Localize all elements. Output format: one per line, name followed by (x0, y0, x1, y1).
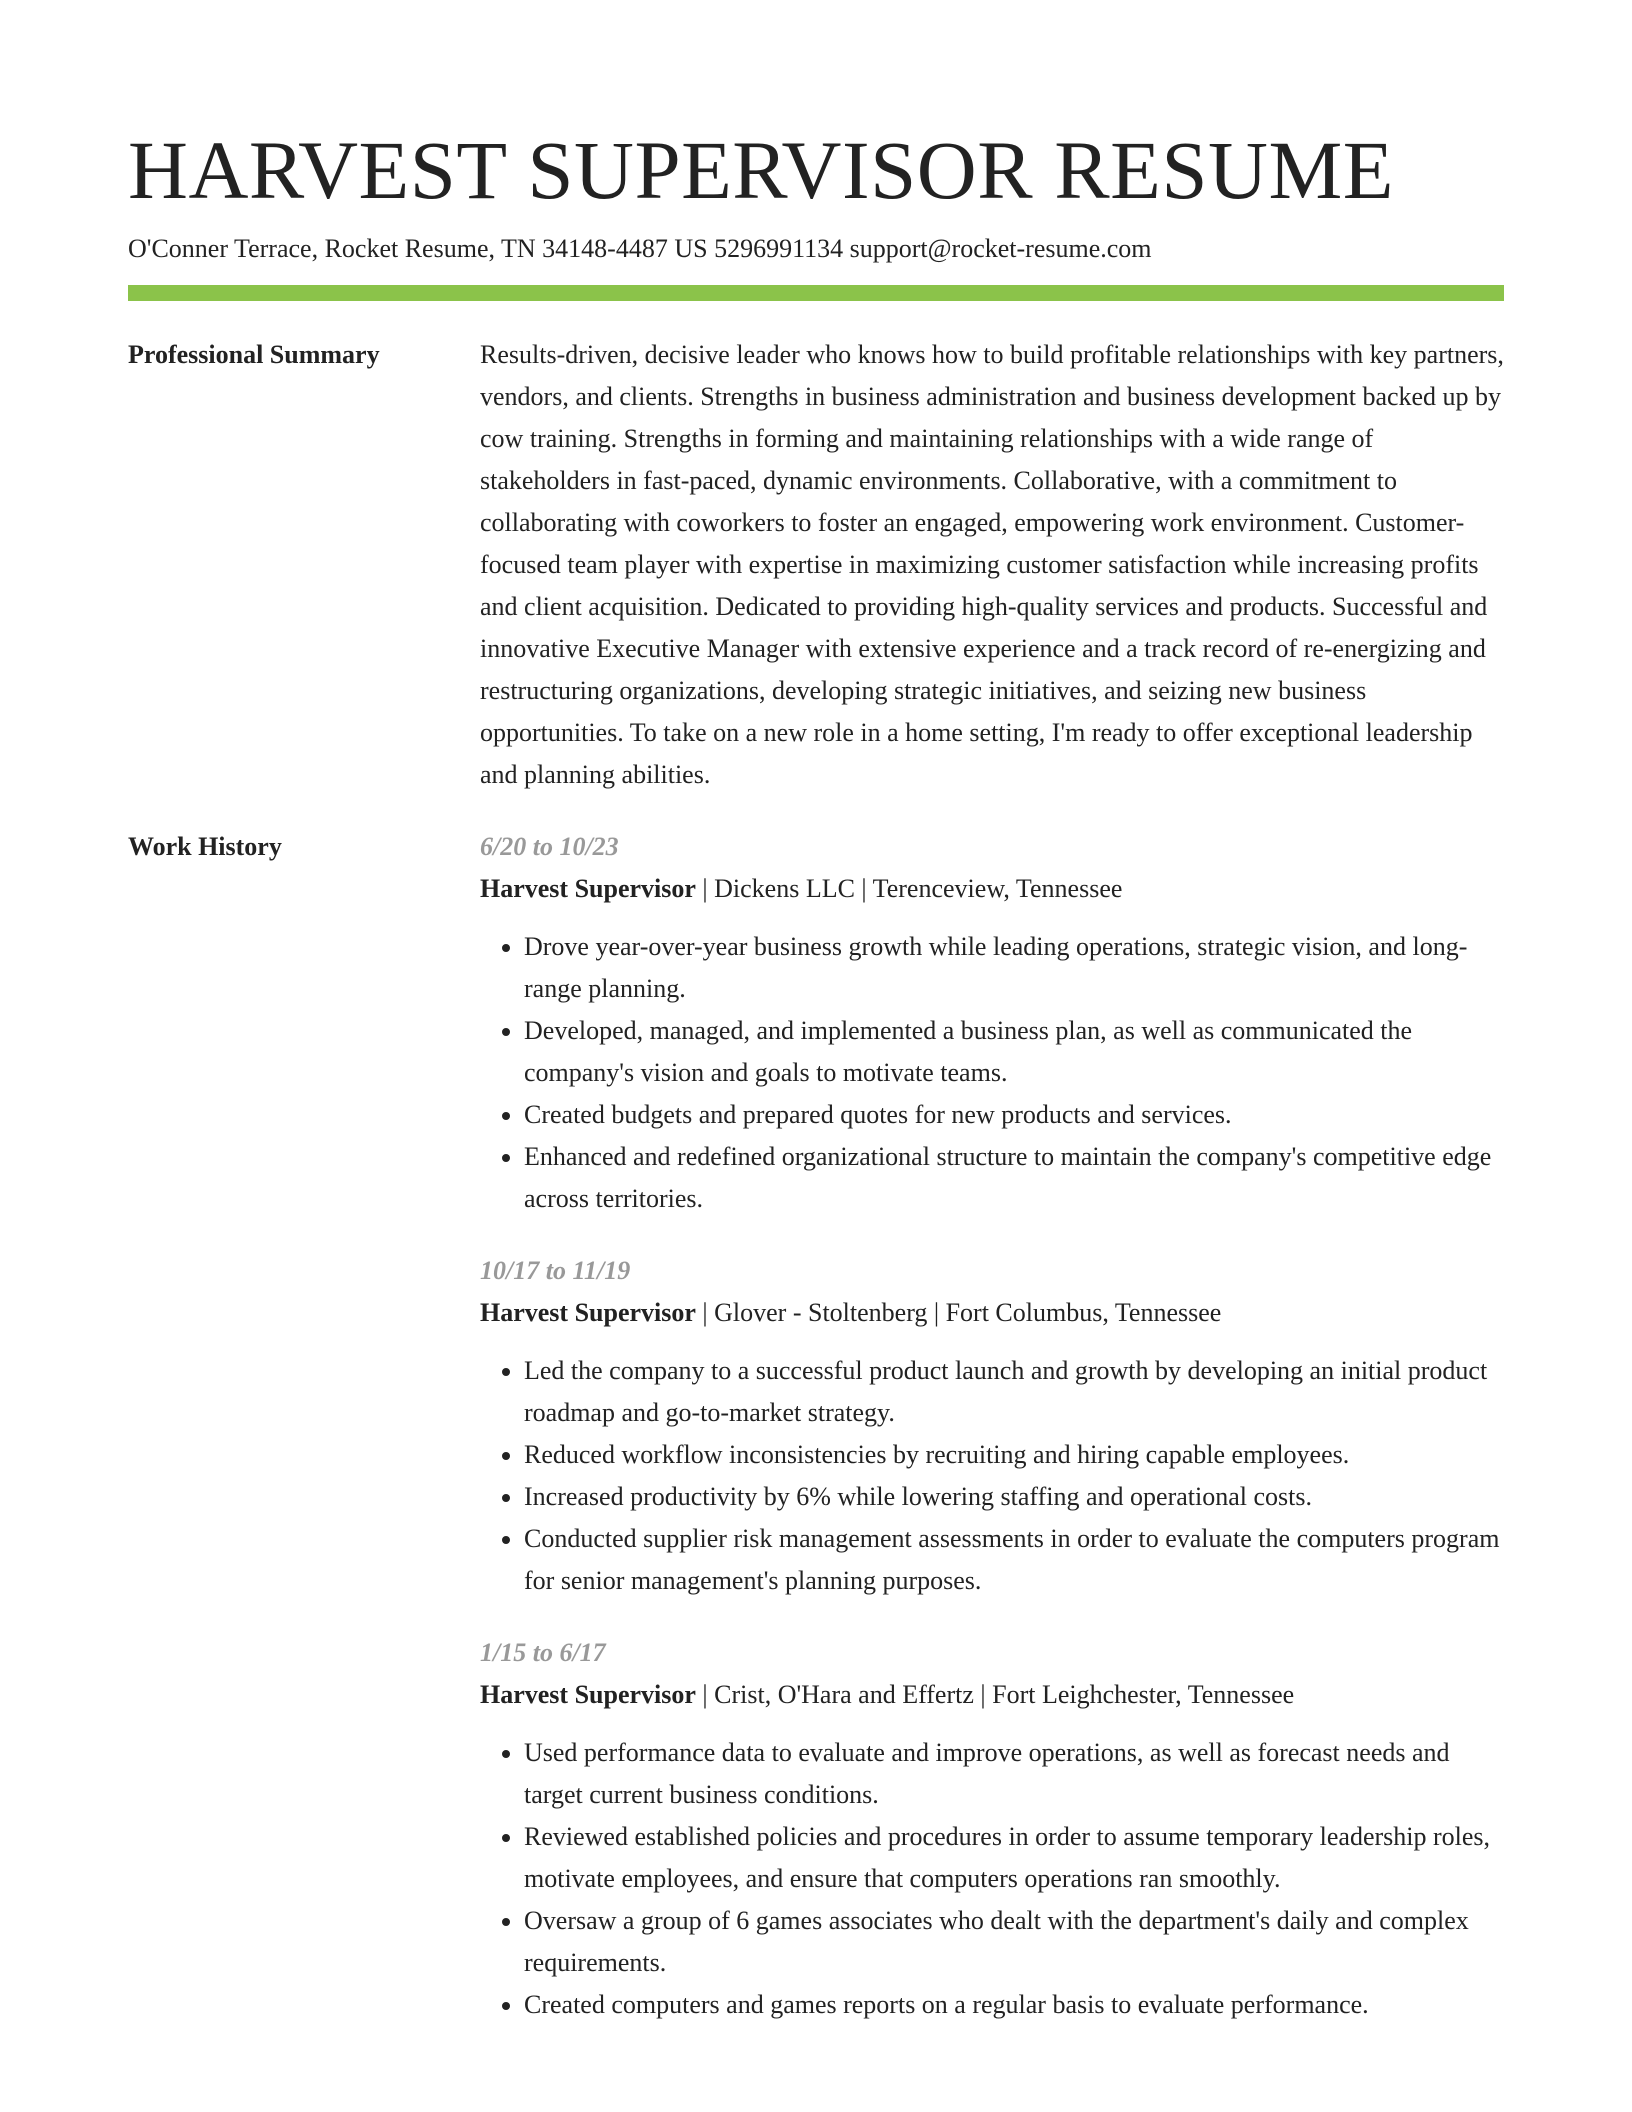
job-bullet-list (480, 1350, 1504, 1602)
resume-title: HARVEST SUPERVISOR RESUME (128, 124, 1394, 216)
job-bullet: • Conducted supplier risk management assessments in order to evaluate the computers program for senior management's planning purposes. (524, 1518, 1504, 1602)
job-dates: 10/17 to 11/19 (480, 1256, 631, 1285)
accent-divider (128, 285, 1504, 301)
job-bullet: • Used performance data to evaluate and improve operations, as well as forecast needs and target current business conditions. (524, 1732, 1504, 1816)
professional-summary-body (480, 334, 1504, 796)
job-bullet: • Enhanced and redefined organizational structure to maintain the company's competitive edge across territories. (524, 1136, 1504, 1220)
job-title: Harvest Supervisor (480, 874, 696, 903)
job-bullet-list (480, 926, 1504, 1220)
job-dates: 6/20 to 10/23 (480, 832, 619, 861)
job-heading (480, 1674, 1504, 1716)
job-bullet: • Led the company to a successful product launch and growth by developing an initial product roadmap and go-to-market strategy. (524, 1350, 1504, 1434)
contact-line: O'Conner Terrace, Rocket Resume, TN 34148-4487 US 5296991134 support@rocket-resume.com (128, 234, 1152, 263)
job-bullet: • Oversaw a group of 6 games associates who dealt with the department's daily and complex requirements. (524, 1900, 1504, 1984)
work-history-body (480, 826, 1504, 2026)
job-bullet-list (480, 1732, 1504, 2026)
resume-page (128, 0, 1504, 2026)
job-bullet: • Reviewed established policies and procedures in order to assume temporary leadership roles, motivate employees, and ensure that computers operations ran smoothly. (524, 1816, 1504, 1900)
job-title: Harvest Supervisor (480, 1298, 696, 1327)
job-bullet: • Created budgets and prepared quotes for new products and services. (524, 1094, 1504, 1136)
job-dates: 1/15 to 6/17 (480, 1638, 606, 1667)
job-bullet: • Drove year-over-year business growth while leading operations, strategic vision, and long-range planning. (524, 926, 1504, 1010)
job-title: Harvest Supervisor (480, 1680, 696, 1709)
job-bullet: • Developed, managed, and implemented a business plan, as well as communicated the company's vision and goals to motivate teams. (524, 1010, 1504, 1094)
job-entry (480, 1632, 1504, 2026)
job-details: | Crist, O'Hara and Effertz | Fort Leighchester, Tennessee (695, 1680, 1295, 1709)
job-details: | Glover - Stoltenberg | Fort Columbus, Tennessee (695, 1298, 1222, 1327)
summary-text: Results-driven, decisive leader who knows how to build profitable relationships with key partners, vendors, and clients. Strengths in business administration and business development backed up by cow training. Strengths in forming and maintaining relationships with a wide range of stakeholders in fast-paced, dynamic environments. Collaborative, with a commitment to collaborating with coworkers to foster an engaged, empowering work environment. Customer-focused team player with expertise in maximizing customer satisfaction while increasing profits and client acquisition. Dedicated to providing high-quality services and products. Successful and innovative Executive Manager with extensive experience and a track record of re-energizing and restructuring organizations, developing strategic initiatives, and seizing new business opportunities. To take on a new role in a home setting, I'm ready to offer exceptional leadership and planning abilities. (480, 340, 1504, 789)
job-bullet: • Reduced workflow inconsistencies by recruiting and hiring capable employees. (524, 1434, 1504, 1476)
job-heading (480, 868, 1504, 910)
section-label-professional-summary: Professional Summary (128, 340, 380, 369)
job-entry (480, 826, 1504, 1220)
professional-summary-section (128, 334, 1504, 796)
job-details: | Dickens LLC | Terenceview, Tennessee (695, 874, 1123, 903)
work-history-section (128, 826, 1504, 2026)
job-bullet: • Created computers and games reports on a regular basis to evaluate performance. (524, 1984, 1504, 2026)
job-heading (480, 1292, 1504, 1334)
job-bullet: • Increased productivity by 6% while lowering staffing and operational costs. (524, 1476, 1504, 1518)
job-entry (480, 1250, 1504, 1602)
section-label-work-history: Work History (128, 832, 282, 861)
